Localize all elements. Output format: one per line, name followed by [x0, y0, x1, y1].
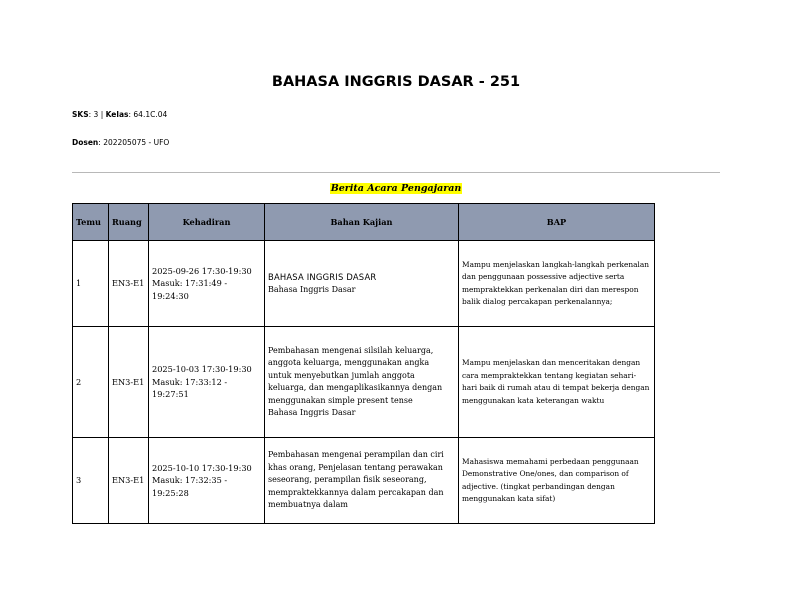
- course-info: [72, 110, 167, 119]
- header-temu: Temu: [73, 204, 109, 241]
- cell-temu: 3: [73, 438, 109, 524]
- cell-ruang: EN3-E1: [109, 327, 149, 438]
- teaching-record-table: [72, 203, 655, 524]
- cell-ruang: EN3-E1: [109, 438, 149, 524]
- section-title: [0, 183, 792, 194]
- attendance-time: Masuk: 17:32:35 - 19:25:28: [152, 475, 228, 498]
- bahan-detail: Pembahasan mengenai perampilan dan ciri khas orang, Penjelasan tentang perawakan seseorang, perampilan fisik seseorang, mempraktekkannya dalam percakapan dan membuatnya dalam: [268, 450, 444, 510]
- cell-temu: 1: [73, 241, 109, 327]
- kelas-label: Kelas: [105, 110, 129, 119]
- page-title: BAHASA INGGRIS DASAR - 251: [271, 74, 521, 90]
- schedule-time: 2025-10-10 17:30-19:30: [152, 462, 252, 473]
- header-bahan-kajian: Bahan Kajian: [265, 204, 459, 241]
- schedule-time: 2025-09-26 17:30-19:30: [152, 265, 252, 276]
- cell-bap: Mampu menjelaskan dan menceritakan dengan cara mempraktekkan tentang kegiatan sehari-hari baik di rumah atau di tempat bekerja dengan menggunakan kata keterangan waktu: [459, 327, 655, 438]
- attendance-time: Masuk: 17:31:49 - 19:24:30: [152, 278, 228, 301]
- table-row: [73, 438, 655, 524]
- cell-bap: Mahasiswa memahami perbedaan penggunaan Demonstrative One/ones, dan comparison of adjective. (tingkat perbandingan dengan menggunakan kata sifat): [459, 438, 655, 524]
- table-row: [73, 241, 655, 327]
- cell-kehadiran: [149, 327, 265, 438]
- cell-bahan-kajian: [265, 438, 459, 524]
- sks-value: : 3 |: [88, 110, 104, 119]
- attendance-time: Masuk: 17:33:12 - 19:27:51: [152, 376, 228, 400]
- cell-kehadiran: [149, 241, 265, 327]
- bahan-subject: Bahasa Inggris Dasar: [268, 408, 356, 417]
- table-row: [73, 327, 655, 438]
- cell-bahan-kajian: [265, 327, 459, 438]
- dosen-value: : 202205075 - UFO: [98, 138, 170, 147]
- header-bap: BAP: [459, 204, 655, 241]
- header-kehadiran: Kehadiran: [149, 204, 265, 241]
- sks-label: SKS: [72, 110, 89, 119]
- section-title-text: Berita Acara Pengajaran: [330, 183, 462, 194]
- table-header-row: [73, 204, 655, 241]
- cell-bahan-kajian: [265, 241, 459, 327]
- dosen-label: Dosen: [72, 138, 99, 147]
- schedule-time: 2025-10-03 17:30-19:30: [152, 364, 252, 375]
- bahan-detail: Pembahasan mengenai silsilah keluarga, anggota keluarga, menggunakan angka untuk menyebutkan jumlah anggota keluarga, dan mengaplikasikannya dengan menggunakan simple present tense: [268, 345, 443, 405]
- kelas-value: : 64.1C.04: [128, 110, 168, 119]
- header-ruang: Ruang: [109, 204, 149, 241]
- bahan-subject: Bahasa Inggris Dasar: [268, 284, 356, 294]
- cell-ruang: EN3-E1: [109, 241, 149, 327]
- cell-kehadiran: [149, 438, 265, 524]
- lecturer-info: [72, 138, 169, 147]
- cell-bap: Mampu menjelaskan langkah-langkah perkenalan dan penggunaan possessive adjective serta mempraktekkan perkenalan diri dan merespon balik dialog percakapan perkenalannya;: [459, 241, 655, 327]
- bahan-heading: BAHASA INGGRIS DASAR: [268, 272, 377, 282]
- cell-temu: 2: [73, 327, 109, 438]
- divider: [72, 172, 720, 173]
